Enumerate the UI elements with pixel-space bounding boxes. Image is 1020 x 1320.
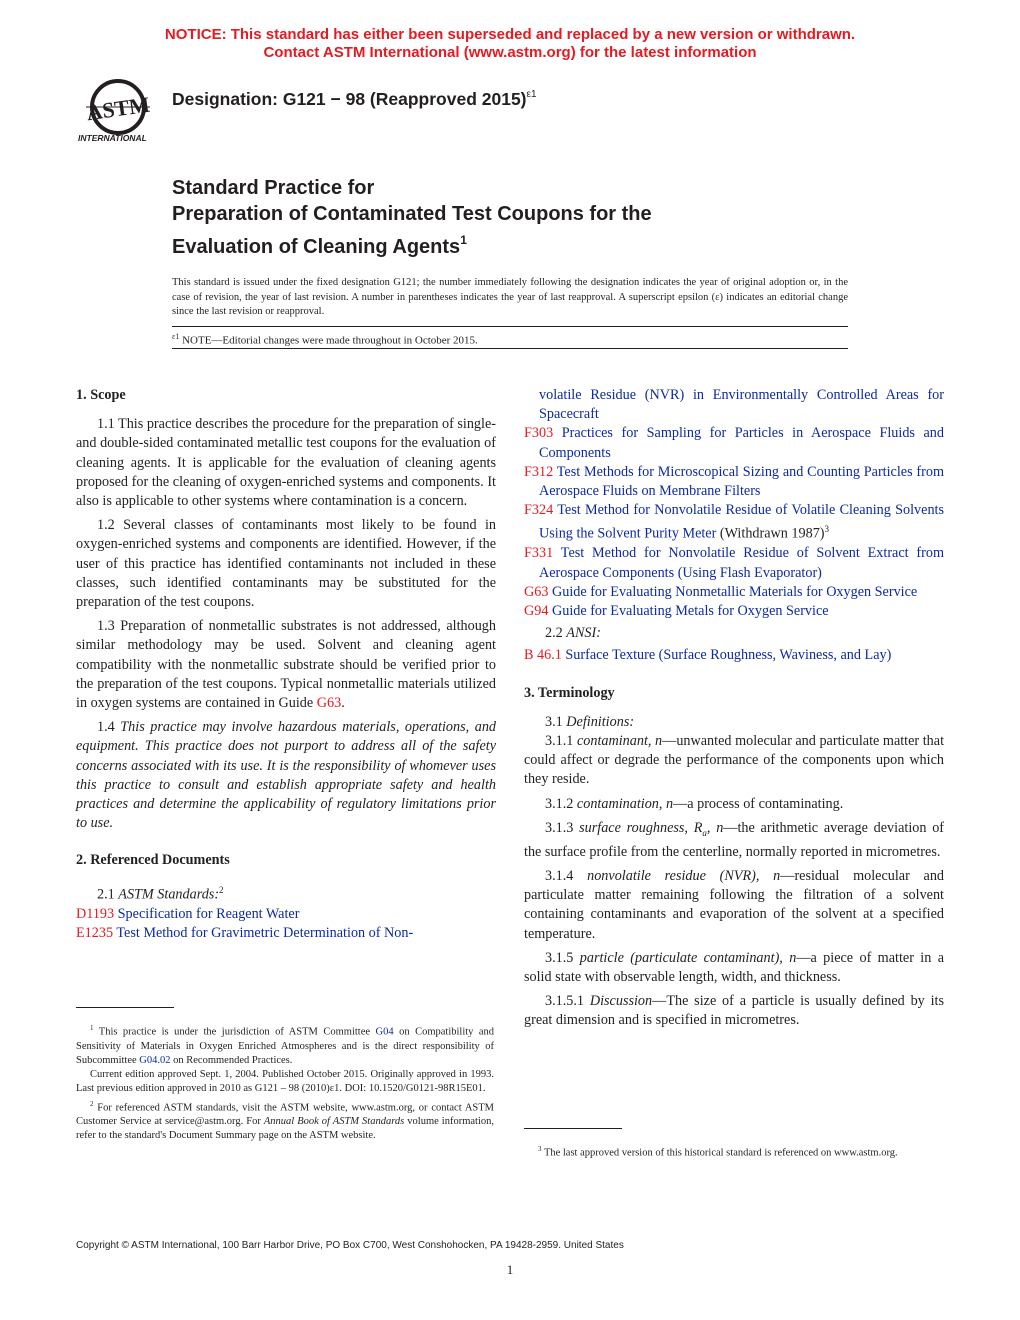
divider-bottom — [172, 348, 848, 349]
ref-title[interactable]: Test Method for Nonvolatile Residue of Solvent Extract from Aerospace Components (Using Flash Evaporator) — [539, 545, 945, 581]
footnote-divider-right — [524, 1128, 622, 1129]
ref-b46-1[interactable] — [524, 646, 944, 665]
ref-code[interactable]: F312 — [524, 463, 554, 480]
ref-suffix: (Withdrawn 1987) — [716, 526, 825, 543]
term-name: Discussion — [589, 993, 653, 1010]
footnote-1-text-c: on Recommended Practices. — [173, 1054, 293, 1066]
term-definition: —unwanted molecular and particulate matter that could affect or degrade the performance of the components upon which they reside. — [524, 732, 945, 788]
ref-e1235-continued[interactable]: volatile Residue (NVR) in Environmentally Controlled Areas for Spacecraft — [539, 387, 944, 423]
ref-g94[interactable] — [524, 602, 944, 621]
footnote-2-text-a: For referenced ASTM standards, visit the ASTM website, www.astm.org, or contact ASTM Customer Service at service@astm.org. For — [76, 1102, 494, 1128]
footnotes-left — [76, 1021, 494, 1144]
designation-text: Designation: G121 − 98 (Reapproved 2015) — [172, 89, 527, 109]
term-definition: —residual molecular and particulate matter remaining following the filtration of a solvent containing contaminants and evaporation of the solvent at a specified temperature. — [524, 868, 945, 942]
footnotes-right — [524, 1142, 942, 1161]
footnote-2: $^2$ For referenced ASTM standards, visit the ASTM website, www.astm.org, or contact ASTM Customer Service at service@astm.org. For Annual Book of ASTM Standards volume information, refer to the standard's Document Summary page on the ASTM website. — [76, 1099, 494, 1142]
withdrawn-notice — [0, 26, 1020, 62]
term-pos: , n — [706, 819, 724, 836]
ref-title[interactable]: Guide for Evaluating Nonmetallic Materials for Oxygen Service — [551, 583, 918, 600]
section-terminology-heading: 3. Terminology — [524, 684, 615, 701]
term-num: 3.1.5 — [545, 949, 574, 966]
paragraph-1-2: 1.2 Several classes of contaminants most likely to be found in oxygen-enriched systems and components are identified. However, if the user of this practice has identified contaminants not included in these classes, such identified contaminants may be substituted for the preparation of the test coupons. — [76, 517, 496, 611]
paragraph-1-4-num: 1.4 — [97, 719, 115, 736]
ref-title[interactable]: Test Method for Nonvolatile Residue of Volatile Cleaning Solvents Using the Solvent Purity Meter — [539, 502, 944, 543]
paragraph-2-1-sup: 2 — [219, 884, 224, 895]
ref-code[interactable]: D1193 — [76, 905, 115, 922]
paragraph-2-2 — [524, 624, 944, 643]
notice-line-1: NOTICE: This standard has either been superseded and replaced by a new version or withdrawn. — [164, 26, 856, 43]
right-column — [524, 386, 944, 1036]
left-column — [76, 386, 496, 943]
paragraph-2-1-text: ASTM Standards: — [118, 886, 220, 903]
section-refdocs-heading: 2. Referenced Documents — [76, 852, 230, 869]
paragraph-1-1: 1.1 This practice describes the procedure for the preparation of single- and double-sided contaminated metallic test coupons for the evaluation of cleaning agents. It is applicable for the evaluation of cleaning agents proposed for the cleaning of oxygen-enriched systems and components. It also is applicable to other systems where contamination is a concern. — [76, 416, 496, 510]
term-name: surface roughness, R — [579, 819, 703, 836]
term-num: 3.1.3 — [545, 819, 574, 836]
footnote-2-text-b: volume information, refer to the standard's Document Summary page on the ASTM website. — [76, 1116, 494, 1142]
paragraph-3-1-2 — [524, 795, 944, 814]
paragraph-3-1-1 — [524, 732, 944, 790]
footnote-2-italic: Annual Book of ASTM Standards — [263, 1116, 405, 1128]
paragraph-1-3-text: 1.3 Preparation of nonmetallic substrates is not addressed, although similar methodology may be used. Solvent and cleaning agent compatibility with the nonmetallic substrate should be verified prior to the preparation of the test coupons. Typical nonmetallic materials utilized in oxygen systems are contained in Guide — [76, 618, 496, 712]
paragraph-3-1-5-1 — [524, 992, 944, 1030]
title-line-2: Preparation of Contaminated Test Coupons for the — [172, 203, 652, 225]
ref-title[interactable]: Guide for Evaluating Metals for Oxygen Service — [551, 602, 829, 619]
astm-logo — [76, 78, 162, 144]
paragraph-3-1-3 — [524, 819, 944, 862]
ref-code[interactable]: B 46.1 — [524, 647, 562, 664]
title-line-1: Standard Practice for — [172, 177, 375, 199]
paragraph-3-1-5 — [524, 949, 944, 987]
title-sup: 1 — [460, 233, 467, 247]
footnote-1: $^1$ This practice is under the jurisdiction of ASTM Committee G04 on Compatibility and Sensitivity of Materials in Oxygen Enriched Atmospheres and is the direct responsibility of Subcommittee G04.02 on Recommended Practices. — [76, 1024, 495, 1066]
paragraph-3-1-text: Definitions: — [566, 713, 635, 730]
paragraph-2-1 — [76, 881, 496, 905]
term-definition: —the arithmetic average deviation of the surface profile from the centerline, normally reported in micrometres. — [524, 819, 945, 860]
paragraph-2-2-num: 2.2 — [545, 625, 563, 642]
page-number: 1 — [506, 1262, 514, 1277]
term-name: contamination, n — [576, 795, 674, 812]
term-name: particle (particulate contaminant), n — [579, 949, 797, 966]
term-name: nonvolatile residue (NVR), n — [587, 868, 781, 885]
ref-f303[interactable] — [524, 424, 944, 462]
title-line-3-text: Evaluation of Cleaning Agents — [172, 236, 461, 258]
term-num: 3.1.2 — [545, 795, 574, 812]
paragraph-2-2-text: ANSI: — [566, 625, 601, 642]
editorial-note — [172, 332, 478, 347]
svg-text:ASTM: ASTM — [84, 91, 152, 126]
ref-code[interactable]: E1235 — [76, 924, 114, 941]
term-definition: —a process of contaminating. — [673, 795, 844, 812]
ref-title[interactable]: Specification for Reagent Water — [117, 905, 300, 922]
ref-title[interactable]: Test Methods for Microscopical Sizing and Counting Particles from Aerospace Fluids on Membrane Filters — [539, 463, 944, 500]
paragraph-3-1-num: 3.1 — [545, 713, 563, 730]
paragraph-1-4 — [76, 718, 496, 833]
issued-note: This standard is issued under the fixed designation G121; the number immediately following the designation indicates the year of original adoption or, in the case of revision, the year of last revision. A number in parentheses indicates the year of last reapproval. A superscript epsilon (ε) indicates an editorial change since the last revision or reapproval. — [172, 277, 848, 317]
logo-subtext: INTERNATIONAL — [78, 133, 147, 143]
term-num: 3.1.1 — [545, 732, 574, 749]
link-g04-02[interactable]: G04.02 — [139, 1054, 171, 1066]
title-line-3 — [172, 227, 652, 260]
ref-code[interactable]: F331 — [524, 545, 554, 562]
footnote-3 — [524, 1142, 942, 1161]
ref-title[interactable]: Test Method for Gravimetric Determination of Non- — [116, 924, 414, 941]
ref-e1235[interactable] — [76, 924, 496, 943]
ref-title[interactable]: Practices for Sampling for Particles in Aerospace Fluids and Components — [539, 425, 944, 461]
ref-f312[interactable] — [524, 463, 944, 501]
document-title — [172, 175, 652, 260]
designation-sup: ε1 — [526, 89, 537, 100]
ref-f324-sup: 3 — [824, 524, 830, 535]
ref-code[interactable]: G63 — [524, 583, 549, 600]
ref-f331[interactable] — [524, 544, 944, 582]
ref-code[interactable]: G94 — [524, 602, 549, 619]
paragraph-2-1-num: 2.1 — [97, 886, 115, 903]
divider-top — [172, 326, 848, 327]
term-definition: —a piece of matter in a solid state with observable length, width, and thickness. — [524, 949, 945, 986]
term-num: 3.1.5.1 — [545, 993, 585, 1010]
ref-code[interactable]: F303 — [524, 425, 554, 442]
notice-line-2: Contact ASTM International (www.astm.org) for the latest information — [263, 44, 757, 61]
term-subscript: a — [702, 827, 707, 838]
paragraph-1-3-end: . — [341, 695, 345, 712]
ref-title[interactable]: Surface Texture (Surface Roughness, Waviness, and Lay) — [565, 647, 892, 664]
term-name: contaminant, n — [576, 732, 663, 749]
editorial-note-sup: ε1 — [172, 332, 180, 341]
footnote-1-text-b: on Compatibility and Sensitivity of Materials in Oxygen Enriched Atmospheres and is the direct responsibility of Subcommittee — [76, 1026, 495, 1066]
ref-g63[interactable] — [524, 583, 944, 602]
term-num: 3.1.4 — [545, 868, 574, 885]
footnote-1-text-a: This practice is under the jurisdiction of ASTM Committee — [98, 1026, 371, 1038]
footnote-1-edition: Current edition approved Sept. 1, 2004. Published October 2015. Originally approved in 1993. Last previous edition approved in 2010 as G121 – 98 (2010)ε1. DOI: 10.1520/G0121-98R15E01. — [76, 1069, 494, 1095]
copyright-line: Copyright © ASTM International, 100 Barr Harbor Drive, PO Box C700, West Conshohocken, PA 19428-2959. United States — [76, 1240, 624, 1251]
paragraph-1-4-text: This practice may involve hazardous materials, operations, and equipment. This practice does not purport to address all of the safety concerns associated with its use. It is the responsibility of whomever uses this practice to consult and establish appropriate safety and health practices and determine the applicability of regulatory limitations prior to use. — [76, 719, 497, 832]
editorial-note-text: NOTE—Editorial changes were made throughout in October 2015. — [182, 334, 478, 347]
paragraph-3-1 — [524, 713, 944, 732]
ref-d1193[interactable] — [76, 905, 496, 924]
link-g04[interactable]: G04 — [375, 1026, 394, 1038]
footnote-divider-left — [76, 1007, 174, 1008]
section-scope-heading: 1. Scope — [76, 387, 126, 403]
paragraph-3-1-4 — [524, 867, 944, 944]
ref-f324[interactable] — [524, 501, 944, 544]
link-g63[interactable]: G63 — [316, 695, 342, 712]
term-definition: —The size of a particle is usually defined by its great dimension and is specified in micrometres. — [524, 993, 944, 1029]
footnote-3-num: 3 — [538, 1145, 542, 1153]
designation — [172, 89, 537, 110]
ref-code[interactable]: F324 — [524, 502, 554, 519]
paragraph-1-3 — [76, 617, 496, 713]
footnote-3-text: The last approved version of this historical standard is referenced on www.astm.org. — [543, 1147, 898, 1159]
